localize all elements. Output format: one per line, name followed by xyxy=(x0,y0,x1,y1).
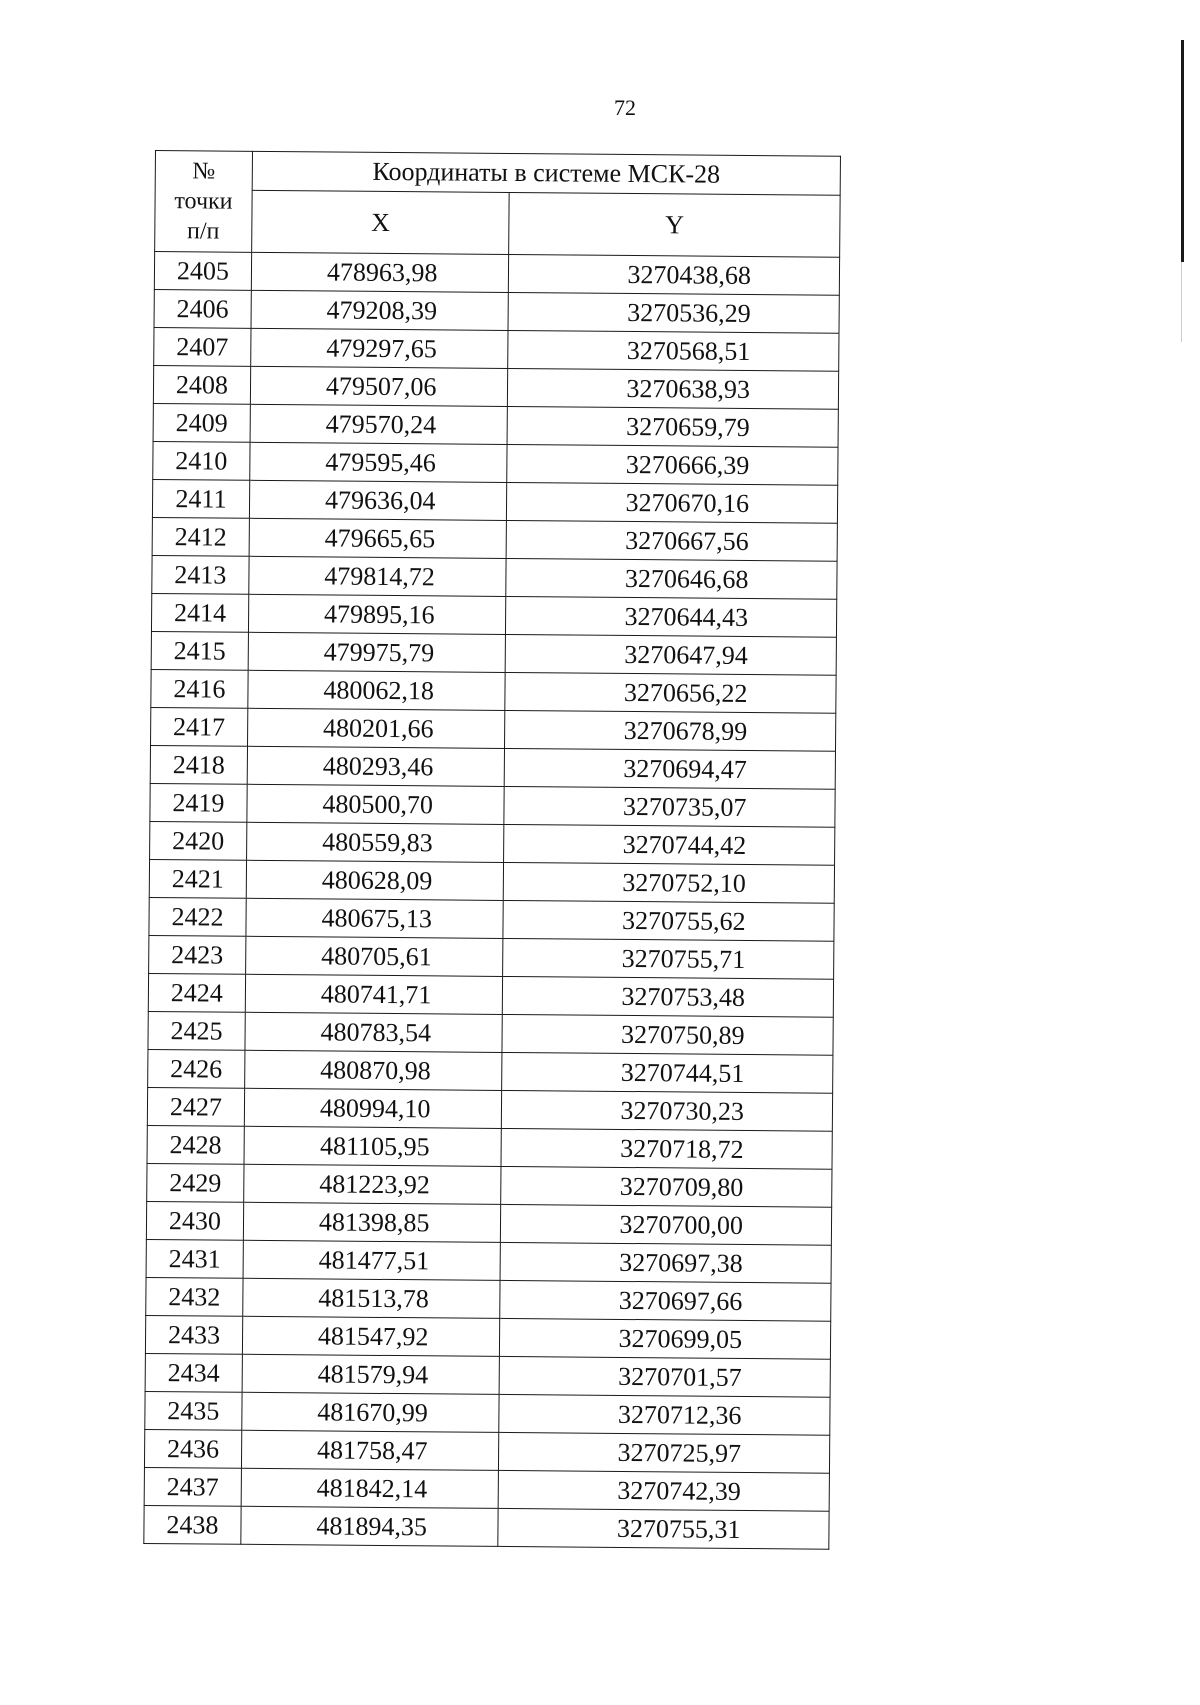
table-row xyxy=(152,479,837,523)
x-coordinate-cell: 480500,70 xyxy=(247,784,505,824)
table-row xyxy=(154,327,839,371)
point-number-cell: 2412 xyxy=(152,517,249,556)
y-column-header: Y xyxy=(509,193,840,257)
point-number-cell: 2414 xyxy=(151,593,248,632)
table-row xyxy=(145,1353,830,1397)
x-coordinate-cell: 481894,35 xyxy=(241,1506,499,1546)
y-coordinate-cell: 3270568,51 xyxy=(508,330,839,371)
point-number-header-text: № точки п/п xyxy=(174,158,233,245)
y-coordinate-cell: 3270755,62 xyxy=(503,900,834,941)
y-coordinate-cell: 3270656,22 xyxy=(505,672,836,713)
y-coordinate-cell: 3270644,43 xyxy=(506,596,837,637)
point-number-cell: 2429 xyxy=(147,1163,244,1202)
y-coordinate-cell: 3270694,47 xyxy=(505,748,836,789)
x-coordinate-cell: 480783,54 xyxy=(245,1012,503,1052)
x-coordinate-cell: 480741,71 xyxy=(245,974,503,1014)
table-row xyxy=(151,669,836,713)
x-coordinate-cell: 479297,65 xyxy=(251,328,509,368)
y-coordinate-cell: 3270667,56 xyxy=(507,520,838,561)
x-coordinate-cell: 480293,46 xyxy=(247,746,505,786)
x-coordinate-cell: 481398,85 xyxy=(243,1202,501,1242)
table-row xyxy=(152,555,837,599)
point-number-cell: 2425 xyxy=(148,1011,245,1050)
x-coordinate-cell: 479665,65 xyxy=(249,518,507,558)
y-coordinate-cell: 3270670,16 xyxy=(507,482,838,523)
point-number-cell: 2435 xyxy=(145,1391,242,1430)
x-coordinate-cell: 480559,83 xyxy=(246,822,504,862)
point-number-cell: 2410 xyxy=(153,441,250,480)
x-coordinate-cell: 479208,39 xyxy=(251,290,509,330)
x-coordinate-cell: 480705,61 xyxy=(245,936,503,976)
y-coordinate-cell: 3270744,51 xyxy=(502,1052,833,1093)
table-row xyxy=(153,403,838,447)
point-number-cell: 2411 xyxy=(152,479,249,518)
table-row xyxy=(149,897,834,941)
margin-line-faint xyxy=(1181,262,1182,342)
x-coordinate-cell: 480675,13 xyxy=(246,898,504,938)
x-coordinate-cell: 479814,72 xyxy=(249,556,507,596)
table-body xyxy=(144,252,840,1550)
y-coordinate-cell: 3270438,68 xyxy=(509,254,840,295)
x-coordinate-cell: 479570,24 xyxy=(250,404,508,444)
x-coordinate-cell: 481513,78 xyxy=(243,1278,501,1318)
point-number-cell: 2437 xyxy=(144,1467,241,1506)
y-coordinate-cell: 3270678,99 xyxy=(505,710,836,751)
y-coordinate-cell: 3270750,89 xyxy=(502,1014,833,1055)
point-number-cell: 2407 xyxy=(154,327,251,366)
y-coordinate-cell: 3270712,36 xyxy=(499,1394,830,1435)
table-row xyxy=(145,1391,830,1435)
table-row xyxy=(153,441,838,485)
point-number-cell: 2406 xyxy=(154,289,251,328)
y-coordinate-cell: 3270718,72 xyxy=(501,1128,832,1169)
table-row xyxy=(150,783,835,827)
point-number-cell: 2409 xyxy=(153,403,250,442)
y-coordinate-cell: 3270752,10 xyxy=(504,862,835,903)
coordinates-system-header: Координаты в системе МСК-28 xyxy=(252,151,840,195)
margin-line xyxy=(1181,40,1184,262)
point-number-cell: 2424 xyxy=(148,973,245,1012)
point-number-cell: 2416 xyxy=(151,669,248,708)
point-number-cell: 2423 xyxy=(149,935,246,974)
point-number-cell: 2431 xyxy=(146,1239,243,1278)
point-number-cell: 2432 xyxy=(146,1277,243,1316)
table-row xyxy=(148,1049,833,1093)
table-row xyxy=(150,745,835,789)
point-number-cell: 2408 xyxy=(153,365,250,404)
point-number-cell: 2428 xyxy=(147,1125,244,1164)
table-row xyxy=(148,1011,833,1055)
point-number-cell: 2420 xyxy=(150,821,247,860)
point-number-cell: 2433 xyxy=(145,1315,242,1354)
table-row xyxy=(152,517,837,561)
x-coordinate-cell: 481758,47 xyxy=(241,1430,499,1470)
y-coordinate-cell: 3270701,57 xyxy=(500,1356,831,1397)
y-coordinate-cell: 3270755,31 xyxy=(498,1508,829,1549)
table-row xyxy=(146,1277,831,1321)
point-number-cell: 2438 xyxy=(144,1505,241,1544)
table-row xyxy=(154,252,839,296)
table-row xyxy=(151,631,836,675)
y-coordinate-cell: 3270659,79 xyxy=(508,406,839,447)
point-number-cell: 2436 xyxy=(144,1429,241,1468)
x-coordinate-cell: 481670,99 xyxy=(242,1392,500,1432)
table-row xyxy=(144,1429,829,1473)
y-coordinate-cell: 3270666,39 xyxy=(507,444,838,485)
x-coordinate-cell: 480062,18 xyxy=(248,670,506,710)
y-coordinate-cell: 3270744,42 xyxy=(504,824,835,865)
y-coordinate-cell: 3270638,93 xyxy=(508,368,839,409)
x-coordinate-cell: 481105,95 xyxy=(244,1126,502,1166)
point-number-cell: 2417 xyxy=(151,707,248,746)
table-row xyxy=(150,821,835,865)
y-coordinate-cell: 3270697,66 xyxy=(500,1280,831,1321)
point-number-cell: 2419 xyxy=(150,783,247,822)
y-coordinate-cell: 3270700,00 xyxy=(501,1204,832,1245)
table-row xyxy=(154,289,839,333)
table-row xyxy=(153,365,838,409)
table-row xyxy=(151,707,836,751)
table-row xyxy=(149,859,834,903)
y-coordinate-cell: 3270753,48 xyxy=(503,976,834,1017)
x-coordinate-cell: 481223,92 xyxy=(244,1164,502,1204)
y-coordinate-cell: 3270735,07 xyxy=(504,786,835,827)
table-row xyxy=(146,1239,831,1283)
y-coordinate-cell: 3270647,94 xyxy=(506,634,837,675)
y-coordinate-cell: 3270536,29 xyxy=(508,292,839,333)
table-header xyxy=(155,151,841,258)
x-coordinate-cell: 479636,04 xyxy=(249,480,507,520)
x-coordinate-cell: 481579,94 xyxy=(242,1354,500,1394)
y-coordinate-cell: 3270697,38 xyxy=(501,1242,832,1283)
table-row xyxy=(147,1087,832,1131)
point-number-cell: 2405 xyxy=(154,252,251,291)
y-coordinate-cell: 3270699,05 xyxy=(500,1318,831,1359)
point-number-cell: 2413 xyxy=(152,555,249,594)
page-number: 72 xyxy=(614,95,636,120)
table-row xyxy=(151,593,836,637)
point-number-cell: 2434 xyxy=(145,1353,242,1392)
x-coordinate-cell: 478963,98 xyxy=(251,252,509,292)
table-row xyxy=(144,1467,829,1511)
table-row xyxy=(147,1163,832,1207)
table-row xyxy=(147,1125,832,1169)
table-row xyxy=(144,1505,829,1549)
point-number-cell: 2415 xyxy=(151,631,248,670)
x-coordinate-cell: 480628,09 xyxy=(246,860,504,900)
x-coordinate-cell: 481477,51 xyxy=(243,1240,501,1280)
coordinates-table xyxy=(143,150,841,1550)
y-coordinate-cell: 3270730,23 xyxy=(502,1090,833,1131)
table-row xyxy=(145,1315,830,1359)
x-coordinate-cell: 481842,14 xyxy=(241,1468,499,1508)
point-number-cell: 2422 xyxy=(149,897,246,936)
x-coordinate-cell: 479895,16 xyxy=(248,594,506,634)
x-coordinate-cell: 479595,46 xyxy=(250,442,508,482)
table-row xyxy=(146,1201,831,1245)
point-number-cell: 2418 xyxy=(150,745,247,784)
table-row xyxy=(148,973,833,1017)
x-coordinate-cell: 479507,06 xyxy=(250,366,508,406)
x-coordinate-cell: 480870,98 xyxy=(245,1050,503,1090)
point-number-cell: 2426 xyxy=(148,1049,245,1088)
x-column-header: X xyxy=(252,191,510,255)
point-number-cell: 2427 xyxy=(147,1087,244,1126)
x-coordinate-cell: 480201,66 xyxy=(247,708,505,748)
x-coordinate-cell: 481547,92 xyxy=(242,1316,500,1356)
y-coordinate-cell: 3270725,97 xyxy=(499,1432,830,1473)
point-number-cell: 2430 xyxy=(146,1201,243,1240)
point-number-header xyxy=(155,151,253,253)
y-coordinate-cell: 3270742,39 xyxy=(499,1470,830,1511)
y-coordinate-cell: 3270755,71 xyxy=(503,938,834,979)
x-coordinate-cell: 480994,10 xyxy=(244,1088,502,1128)
y-coordinate-cell: 3270646,68 xyxy=(506,558,837,599)
table-row xyxy=(149,935,834,979)
y-coordinate-cell: 3270709,80 xyxy=(501,1166,832,1207)
point-number-cell: 2421 xyxy=(149,859,246,898)
x-coordinate-cell: 479975,79 xyxy=(248,632,506,672)
